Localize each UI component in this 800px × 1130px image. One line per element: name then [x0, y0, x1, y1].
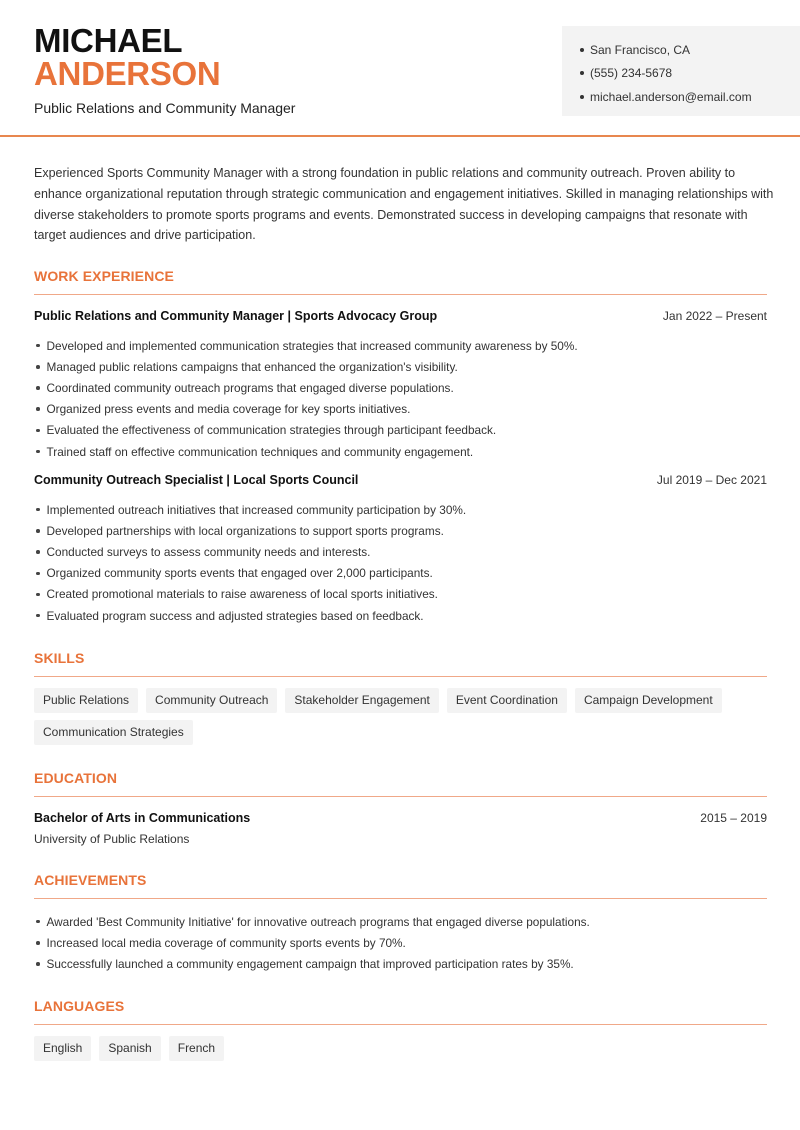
- bullet-icon: [580, 71, 584, 75]
- bullet-icon: [36, 614, 40, 618]
- job-header: [34, 309, 767, 327]
- job-header: [34, 473, 767, 491]
- list-item: [34, 953, 767, 974]
- section-education: [34, 769, 767, 846]
- contact-phone: [580, 62, 800, 86]
- job-dates: Jan 2022 – Present: [662, 309, 767, 323]
- language-tag: Spanish: [99, 1036, 160, 1061]
- list-item: [34, 520, 767, 541]
- bullet-text: Conducted surveys to assess community needs and interests.: [46, 545, 371, 560]
- education-dates: 2015 – 2019: [700, 811, 767, 825]
- contact-box: [562, 26, 800, 116]
- language-tags: [34, 1036, 767, 1068]
- list-item: [34, 335, 767, 356]
- bullet-text: Awarded 'Best Community Initiative' for innovative outreach programs that engaged diverse populations.: [46, 914, 590, 929]
- school-name: University of Public Relations: [34, 832, 190, 846]
- skill-tag: Event Coordination: [447, 688, 567, 713]
- list-item: [34, 499, 767, 520]
- list-item: [34, 605, 767, 626]
- list-item: [34, 542, 767, 563]
- list-item: [34, 399, 767, 420]
- headline-title: Public Relations and Community Manager: [34, 100, 296, 116]
- list-item: [34, 584, 767, 605]
- contact-location: [580, 38, 800, 62]
- job-bullets: [34, 335, 767, 462]
- skills-tags: [34, 688, 767, 752]
- bullet-icon: [36, 344, 40, 348]
- bullet-icon: [36, 429, 40, 433]
- bullet-text: Organized community sports events that engaged over 2,000 participants.: [46, 566, 433, 581]
- contact-email: [580, 85, 800, 109]
- bullet-text: Implemented outreach initiatives that increased community participation by 30%.: [46, 502, 467, 517]
- job-dates: Jul 2019 – Dec 2021: [656, 473, 767, 488]
- resume-header: [0, 0, 800, 137]
- list-item: [34, 441, 767, 462]
- skill-tag: Stakeholder Engagement: [285, 688, 438, 713]
- skill-tag: Community Outreach: [146, 688, 277, 713]
- section-title: ACHIEVEMENTS: [34, 871, 767, 899]
- bullet-text: Evaluated program success and adjusted strategies based on feedback.: [46, 608, 424, 623]
- bullet-icon: [36, 386, 40, 390]
- section-title: EDUCATION: [34, 769, 767, 797]
- first-name: MICHAEL: [34, 22, 183, 59]
- list-item: [34, 563, 767, 584]
- summary: Experienced Sports Community Manager with a strong foundation in public relations and community outreach. Proven ability to enhance organizational reputation through strategic communication and engagement initiatives. Skilled in managing relationships with diverse stakeholders to promote sports programs and events. Demonstrated success in developing campaigns that resonate with target audiences and drive participation.: [34, 166, 774, 243]
- bullet-icon: [36, 962, 40, 966]
- bullet-text: Coordinated community outreach programs that engaged diverse populations.: [46, 380, 454, 395]
- skill-tag: Campaign Development: [575, 688, 722, 713]
- contact-email-text: michael.anderson@email.com: [590, 89, 752, 104]
- section-title: LANGUAGES: [34, 997, 767, 1025]
- bullet-icon: [36, 529, 40, 533]
- bullet-text: Successfully launched a community engagement campaign that improved participation rates by 35%.: [46, 956, 574, 971]
- bullet-icon: [36, 365, 40, 369]
- bullet-text: Evaluated the effectiveness of communication strategies through participant feedback.: [46, 423, 497, 438]
- skill-tag: Communication Strategies: [34, 720, 193, 745]
- bullet-icon: [580, 95, 584, 99]
- list-item: [34, 356, 767, 377]
- bullet-text: Managed public relations campaigns that enhanced the organization's visibility.: [46, 359, 458, 374]
- bullet-text: Developed and implemented communication strategies that increased community awareness by 50%.: [46, 338, 578, 353]
- bullet-icon: [36, 572, 40, 576]
- contact-location-text: San Francisco, CA: [590, 42, 691, 57]
- language-tag: English: [34, 1036, 91, 1061]
- bullet-icon: [36, 450, 40, 454]
- last-name: ANDERSON: [34, 55, 221, 92]
- list-item: [34, 911, 767, 932]
- bullet-icon: [580, 48, 584, 52]
- degree: Bachelor of Arts in Communications: [34, 811, 251, 825]
- language-tag: French: [169, 1036, 224, 1061]
- bullet-text: Trained staff on effective communication techniques and community engagement.: [46, 444, 474, 459]
- skill-tag: Public Relations: [34, 688, 138, 713]
- list-item: [34, 932, 767, 953]
- list-item: [34, 420, 767, 441]
- education-header: [34, 811, 767, 829]
- bullet-icon: [36, 407, 40, 411]
- bullet-text: Organized press events and media coverage for key sports initiatives.: [46, 402, 411, 417]
- bullet-icon: [36, 941, 40, 945]
- section-achievements: [34, 871, 767, 975]
- bullet-icon: [36, 593, 40, 597]
- achievement-bullets: [34, 911, 767, 975]
- bullet-icon: [36, 550, 40, 554]
- contact-phone-text: (555) 234-5678: [590, 66, 673, 81]
- job-role: Public Relations and Community Manager | Sports Advocacy Group: [34, 309, 438, 323]
- job-bullets: [34, 499, 767, 626]
- list-item: [34, 377, 767, 398]
- bullet-text: Created promotional materials to raise awareness of local sports initiatives.: [46, 587, 438, 602]
- section-title: SKILLS: [34, 649, 767, 677]
- bullet-text: Increased local media coverage of community sports events by 70%.: [46, 935, 406, 950]
- job-role: Community Outreach Specialist | Local Sports Council: [34, 473, 359, 488]
- bullet-icon: [36, 508, 40, 512]
- bullet-text: Developed partnerships with local organizations to support sports programs.: [46, 523, 444, 538]
- section-title: WORK EXPERIENCE: [34, 267, 767, 295]
- section-languages: [34, 997, 767, 1068]
- section-work-experience: [34, 267, 767, 626]
- section-skills: [34, 649, 767, 752]
- bullet-icon: [36, 920, 40, 924]
